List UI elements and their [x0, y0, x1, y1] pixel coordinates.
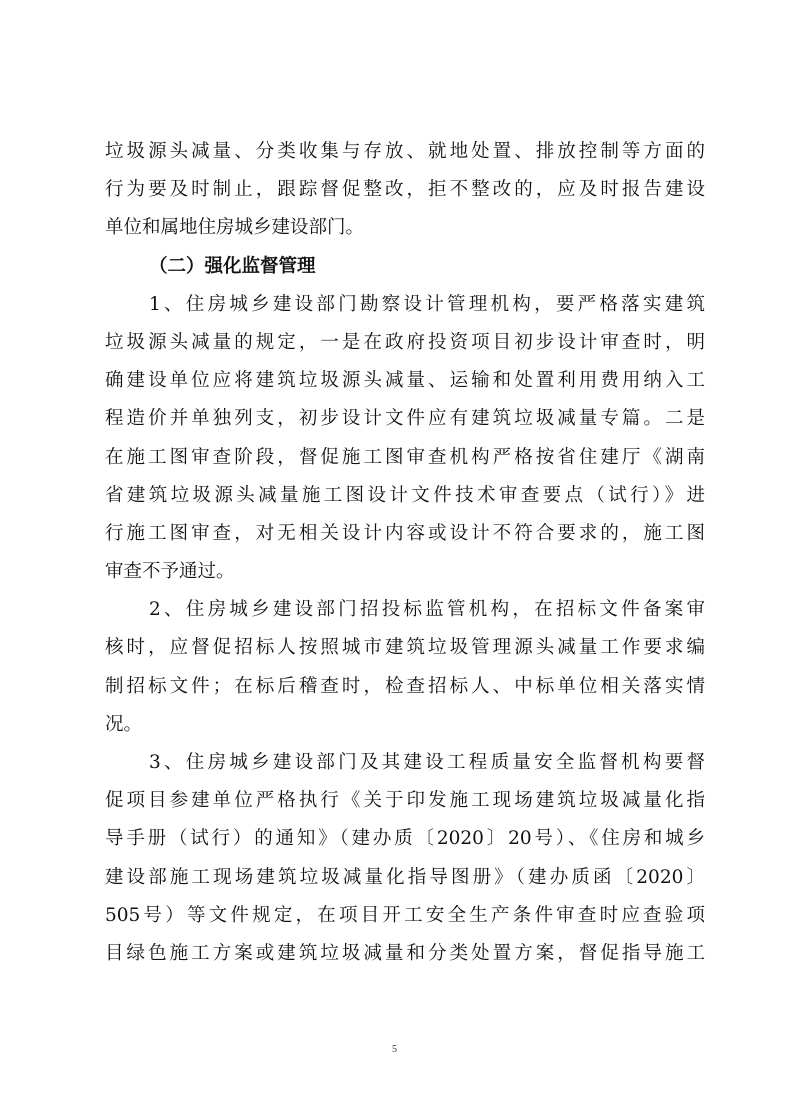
text-line: 行施工图审查，对无相关设计内容或设计不符合要求的，施工图 — [105, 522, 705, 544]
section-heading: （二）强化监督管理 — [149, 255, 316, 277]
text-line: 制招标文件；在标后稽查时，检查招标人、中标单位相关落实情 — [105, 675, 705, 697]
text-line: 导手册（试行）的通知》（建办质〔2020〕20号）、《住房和城乡 — [105, 828, 705, 850]
text-line: 审查不予通过。 — [105, 561, 235, 583]
text-line: 促项目参建单位严格执行《关于印发施工现场建筑垃圾减量化指 — [105, 790, 705, 812]
body-text — [105, 133, 705, 973]
text-line: 垃圾源头减量、分类收集与存放、就地处置、排放控制等方面的 — [105, 141, 705, 162]
text-line: 单位和属地住房城乡建设部门。 — [105, 217, 365, 239]
text-line: 3、住房城乡建设部门及其建设工程质量安全监督机构要督 — [149, 752, 705, 773]
text-line: 2、住房城乡建设部门招投标监管机构，在招标文件备案审 — [149, 599, 705, 621]
text-line: 目绿色施工方案或建筑垃圾减量和分类处置方案，督促指导施工 — [105, 942, 705, 964]
text-line: 核时，应督促招标人按照城市建筑垃圾管理源头减量工作要求编 — [105, 637, 705, 659]
text-line: 在施工图审查阶段，督促施工图审查机构严格按省住建厅《湖南 — [105, 446, 705, 468]
text-line: 行为要及时制止，跟踪督促整改，拒不整改的，应及时报告建设 — [105, 179, 705, 201]
text-line: 505号）等文件规定，在项目开工安全生产条件审查时应查验项 — [105, 904, 705, 926]
text-line: 确建设单位应将建筑垃圾源头减量、运输和处置利用费用纳入工 — [105, 370, 705, 392]
text-line: 垃圾源头减量的规定，一是在政府投资项目初步设计审查时，明 — [105, 331, 705, 353]
text-line: 程造价并单独列支，初步设计文件应有建筑垃圾减量专篇。二是 — [105, 408, 705, 430]
page-number: 5 — [392, 1044, 397, 1055]
text-line: 省建筑垃圾源头减量施工图设计文件技术审查要点（试行）》进 — [105, 484, 705, 506]
text-line: 建设部施工现场建筑垃圾减量化指导图册》（建办质函〔2020〕 — [105, 866, 705, 888]
text-line: 况。 — [105, 713, 143, 735]
text-line: 1、住房城乡建设部门勘察设计管理机构，要严格落实建筑 — [149, 293, 705, 315]
